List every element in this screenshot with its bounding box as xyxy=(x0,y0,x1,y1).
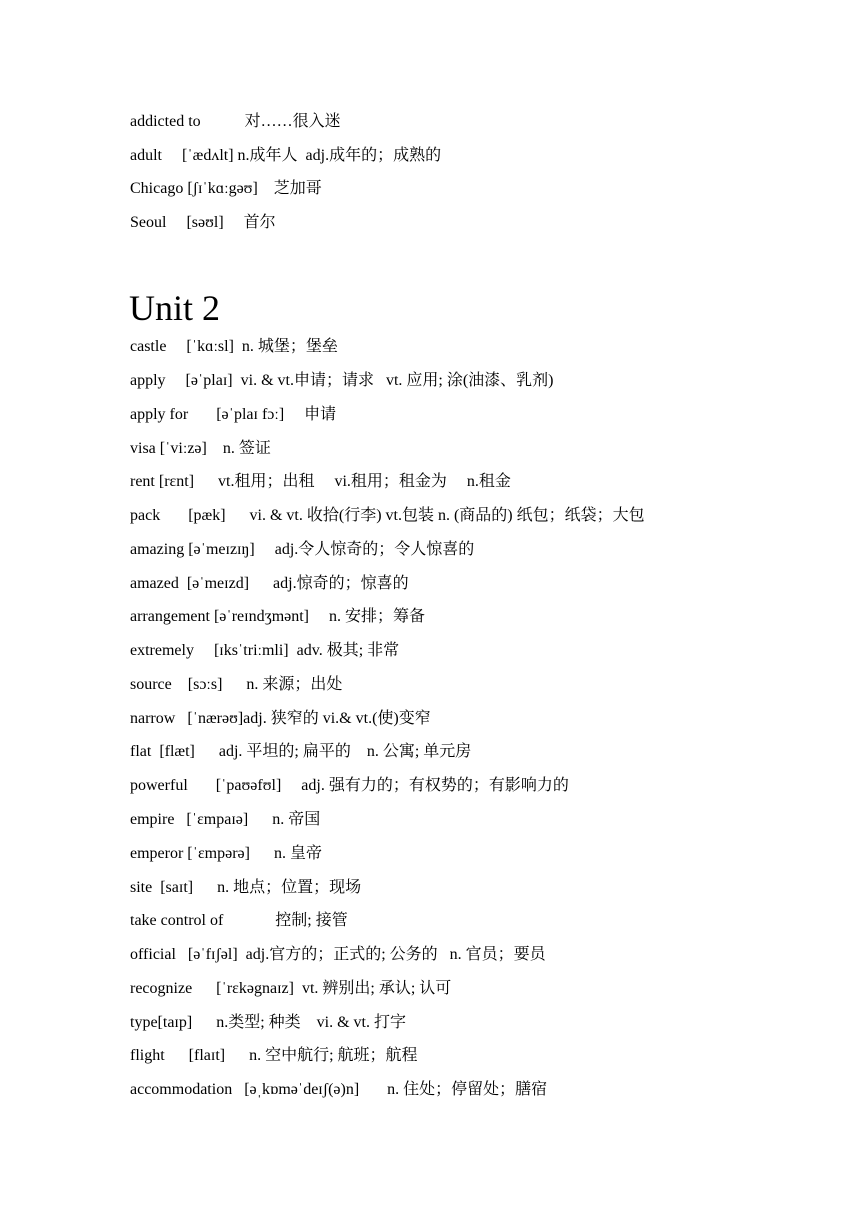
vocab-entry-chicago: Chicago [ʃɪˈkɑːgəʊ] 芝加哥 xyxy=(130,180,322,197)
vocab-entry-seoul: Seoul [səʊl] 首尔 xyxy=(130,214,276,231)
vocab-entry-amazed: amazed [əˈmeɪzd] adj.惊奇的；惊喜的 xyxy=(130,575,409,592)
vocab-entry-site: site [saɪt] n. 地点；位置；现场 xyxy=(130,879,362,896)
vocab-entry-visa: visa [ˈviːzə] n. 签证 xyxy=(130,440,271,457)
vocab-entry-source: source [sɔːs] n. 来源；出处 xyxy=(130,676,343,693)
vocab-entry-castle: castle [ˈkɑːsl] n. 城堡；堡垒 xyxy=(130,338,338,355)
vocab-entry-empire: empire [ˈɛmpaɪə] n. 帝国 xyxy=(130,811,321,828)
vocab-entry-arrangement: arrangement [əˈreɪndʒmənt] n. 安排；筹备 xyxy=(130,608,426,625)
vocab-entry-accommodation: accommodation [əˌkɒməˈdeɪʃ(ə)n] n. 住处；停留处；膳宿 xyxy=(130,1081,548,1098)
vocab-entry-apply: apply [əˈplaɪ] vi. & vt.申请；请求 vt. 应用; 涂(油漆、乳剂) xyxy=(130,372,554,389)
vocab-entry-amazing: amazing [əˈmeɪzɪŋ] adj.令人惊奇的；令人惊喜的 xyxy=(130,541,475,558)
vocab-entry-official: official [əˈfɪʃəl] adj.官方的；正式的; 公务的 n. 官员；要员 xyxy=(130,946,546,963)
vocab-entry-apply-for: apply for [əˈplaɪ fɔː] 申请 xyxy=(130,406,337,423)
vocab-entry-flat: flat [flæt] adj. 平坦的; 扁平的 n. 公寓; 单元房 xyxy=(130,743,472,760)
vocab-entry-type: type[taɪp] n.类型; 种类 vi. & vt. 打字 xyxy=(130,1014,406,1031)
vocab-entry-emperor: emperor [ˈɛmpərə] n. 皇帝 xyxy=(130,845,322,862)
vocab-entry-adult: adult [ˈædʌlt] n.成年人 adj.成年的；成熟的 xyxy=(130,147,442,164)
vocab-entry-pack: pack [pæk] vi. & vt. 收拾(行李) vt.包装 n. (商品的) 纸包；纸袋；大包 xyxy=(130,507,645,524)
vocab-entry-take-control-of: take control of 控制; 接管 xyxy=(130,912,348,929)
vocab-entry-powerful: powerful [ˈpaʊəfʊl] adj. 强有力的；有权势的；有影响力的 xyxy=(130,777,569,794)
vocab-entry-extremely: extremely [ɪksˈtriːmli] adv. 极其; 非常 xyxy=(130,642,400,659)
vocab-entry-recognize: recognize [ˈrɛkəgnaɪz] vt. 辨别出; 承认; 认可 xyxy=(130,980,452,997)
unit-heading: Unit 2 xyxy=(129,288,221,328)
vocab-entry-flight: flight [flaɪt] n. 空中航行; 航班；航程 xyxy=(130,1047,418,1064)
vocab-entry-addicted-to: addicted to 对……很入迷 xyxy=(130,113,341,130)
vocab-entry-rent: rent [rɛnt] vt.租用；出租 vi.租用；租金为 n.租金 xyxy=(130,473,511,490)
vocab-entry-narrow: narrow [ˈnærəʊ]adj. 狭窄的 vi.& vt.(使)变窄 xyxy=(130,710,431,727)
